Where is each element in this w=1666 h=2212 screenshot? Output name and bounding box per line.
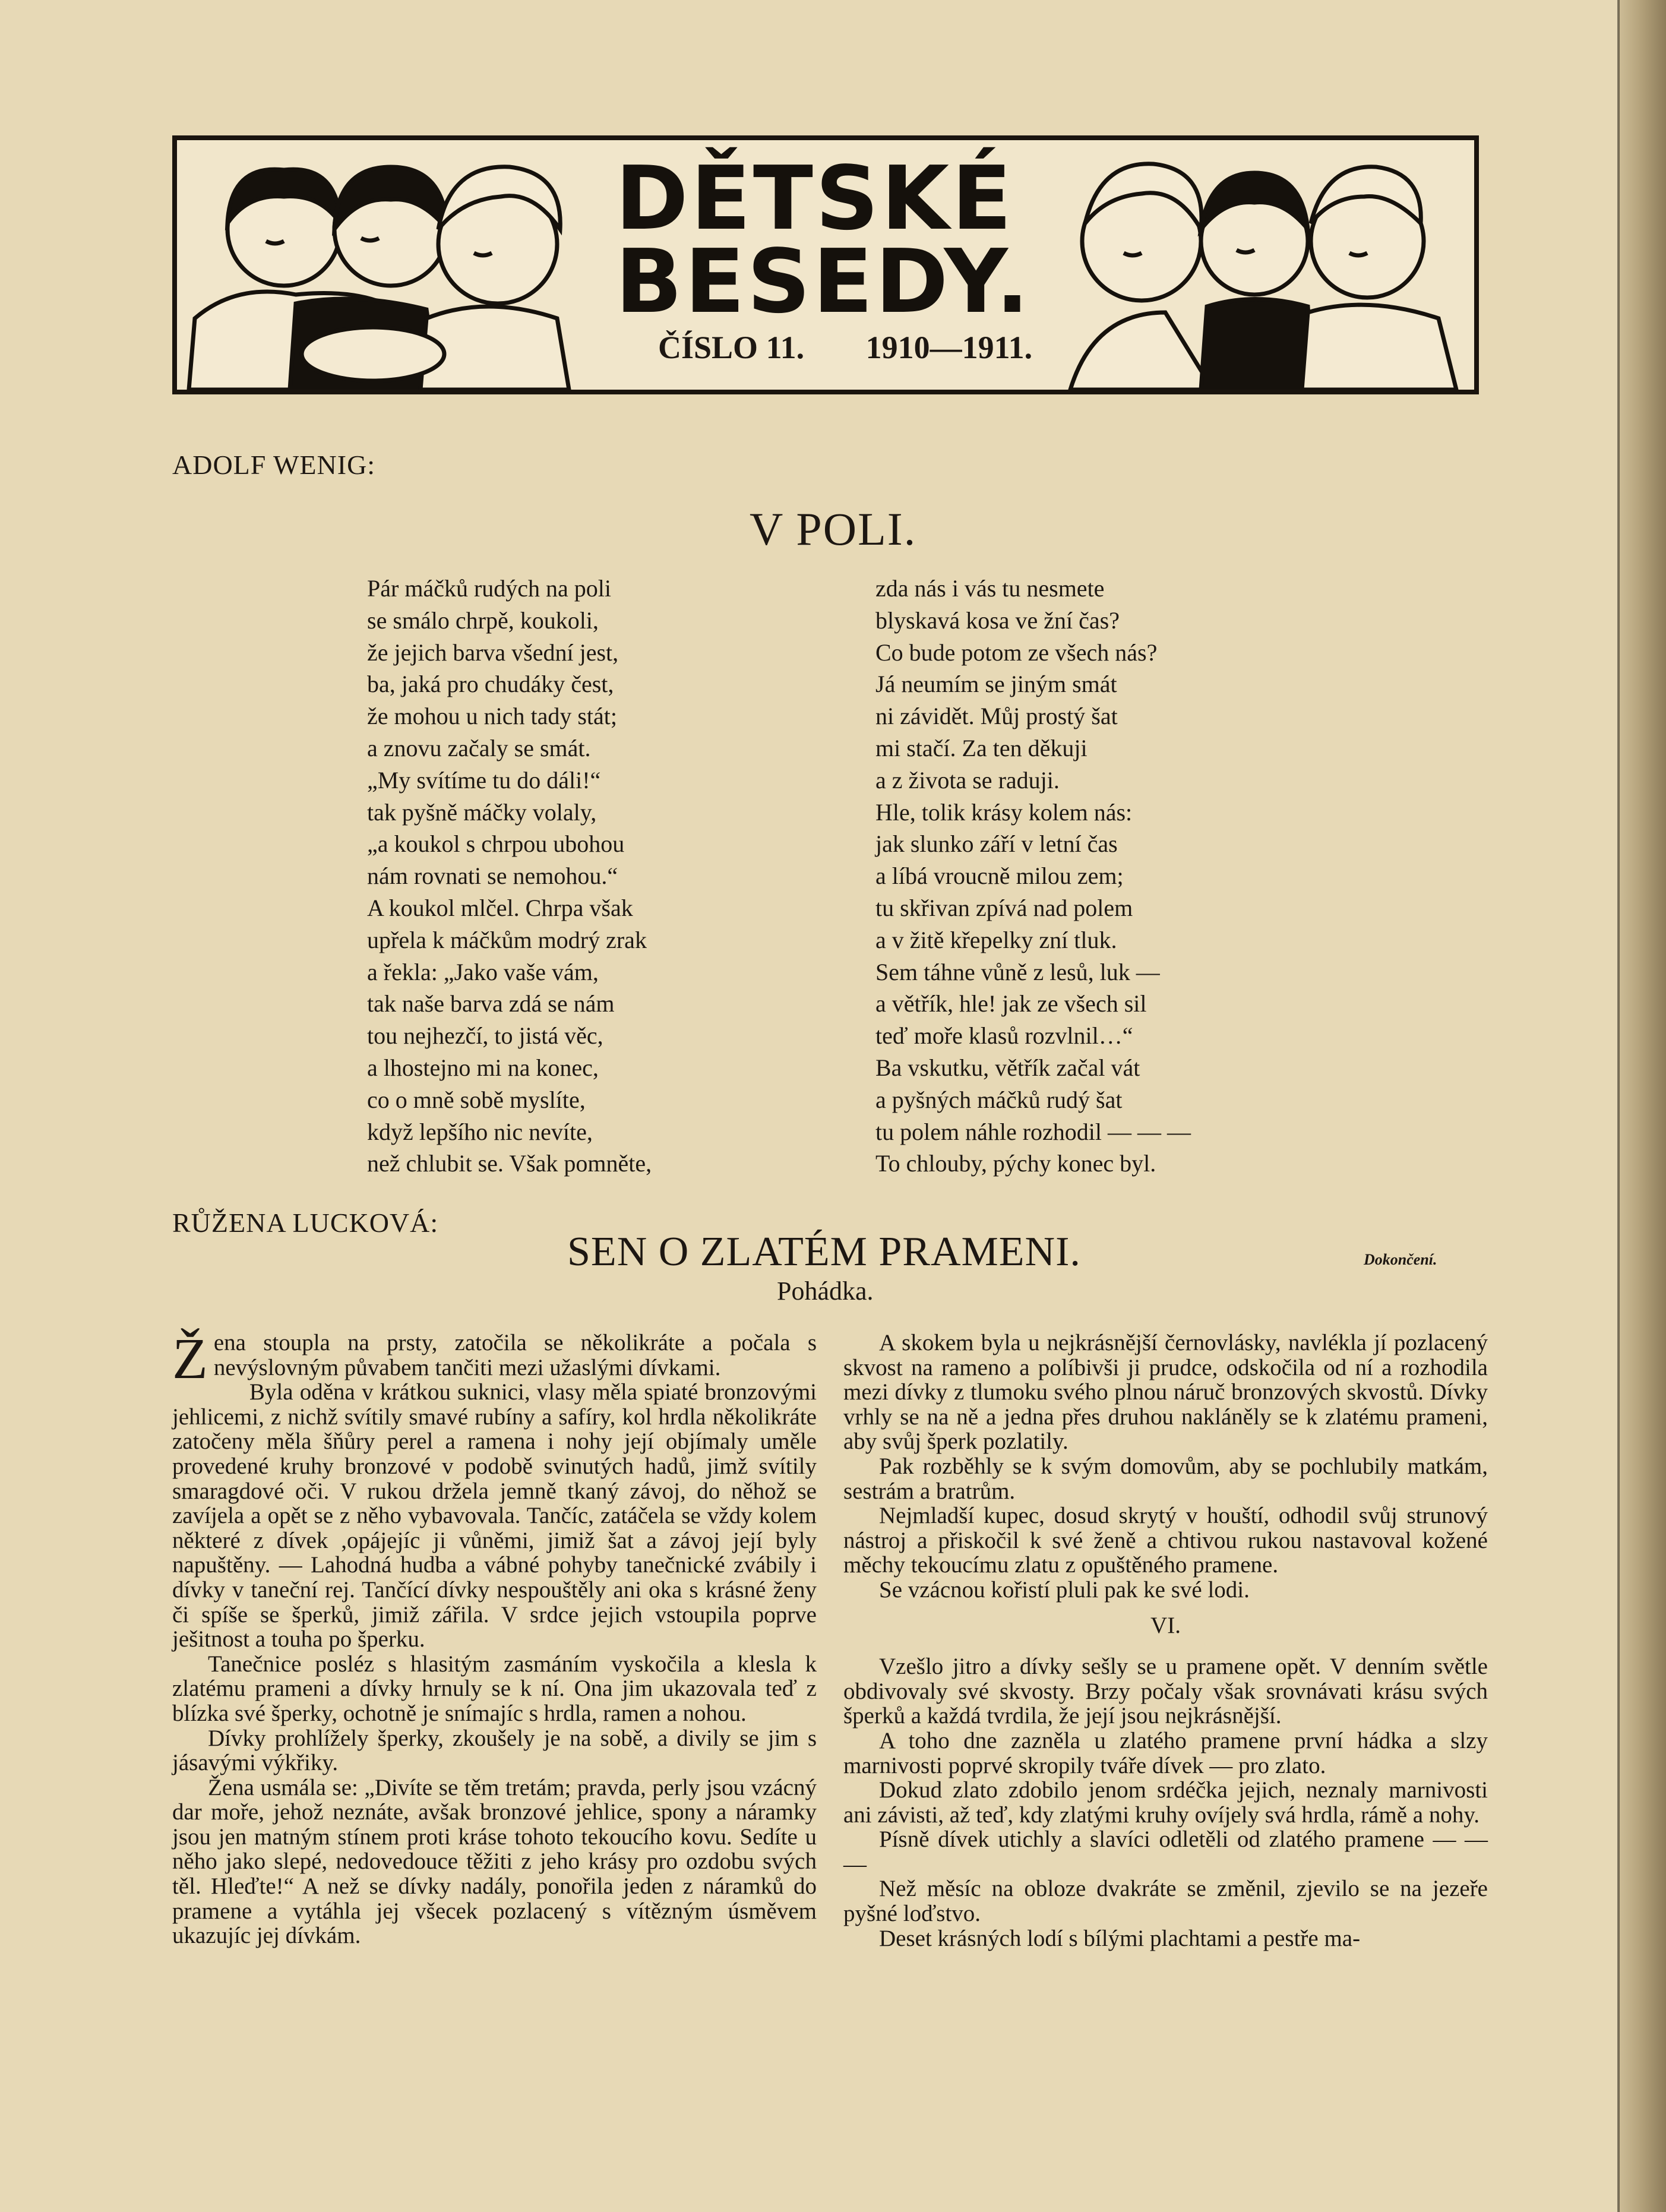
story-author: RŮŽENA LUCKOVÁ: [172,1208,439,1238]
paragraph [172,1726,817,1775]
paragraph [843,1331,1488,1454]
paragraph-text: Tanečnice posléz s hlasitým zasmáním vyskočila a klesla k zlatému prameni a dívky hrnuly se k ní. Ona jim ukazovala teď z blízka své šperky, ochotně je snímajíc s hrdla, ramen a nohou. [172,1651,817,1726]
poem-line: „My svítíme tu do dáli!“ [367,766,601,794]
paragraph [843,1926,1488,1951]
poem-line: ni závidět. Můj prostý šat [875,703,1118,730]
poem-line: Co bude potom ze všech nás? [875,639,1158,666]
paragraph-text: Než měsíc na obloze dvakráte se změnil, zjevilo se na jezeře pyšné loďstvo. [843,1876,1488,1927]
poem-line: To chlouby, pýchy konec byl. [875,1150,1156,1177]
issue-number: ČÍSLO 11. [658,330,805,365]
paragraph-text: Deset krásných lodí s bílými plachtami a pestře ma- [879,1925,1361,1951]
poem-right-column [875,573,1191,1180]
poem-line: Hle, tolik krásy kolem nás: [875,798,1133,826]
poem-line: a řekla: „Jako vaše vám, [367,958,599,985]
children-illustration-right [1058,140,1474,390]
page-edge [1618,0,1666,2212]
drop-cap: Ž [172,1327,208,1391]
poem-line: a v žitě křepelky zní tluk. [875,926,1117,953]
story-title: SEN O ZLATÉM PRAMENI. [567,1229,1081,1275]
paragraph-text: Pak rozběhly se k svým domovům, aby se pochlubily matkám, sestrám a bratrům. [843,1453,1488,1504]
poem-line: ba, jaká pro chudáky čest, [367,671,614,698]
paragraph [172,1380,817,1652]
issue-years: 1910—1911. [865,330,1033,365]
poem-line: Ba vskutku, větřík začal vát [875,1054,1140,1081]
poem-title: V POLI. [750,503,917,555]
story-left-column [172,1327,817,1949]
poem-line: že jejich barva všední jest, [367,639,619,666]
paragraph [843,1728,1488,1778]
poem-line: jak slunko září v letní čas [875,830,1118,858]
poem-line: blyskavá kosa ve žní čas? [875,606,1120,634]
poem-line: tak pyšně máčky volaly, [367,798,597,826]
children-illustration-left [177,140,605,390]
poem-line: co o mně sobě myslíte, [367,1086,586,1113]
poem-left-column [367,573,652,1180]
story-right-column [843,1331,1488,1951]
paragraph [843,1578,1488,1603]
poem-line: mi stačí. Za ten děkuji [875,734,1088,761]
poem-line: upřela k máčkům modrý zrak [367,926,647,953]
poem-line: tou nejhezčí, to jistá věc, [367,1022,603,1050]
poem-line: a pyšných máčků rudý šat [875,1086,1123,1113]
page-fold-line [1617,0,1620,2212]
continuation-note: Dokončení. [1364,1251,1437,1268]
paragraph-text: A toho dne zazněla u zlatého pramene první hádka a slzy marnivosti poprvé skropily tváře dívek — pro zlato. [843,1727,1488,1778]
poem-line: že mohou u nich tady stát; [367,703,618,730]
poem-author: ADOLF WENIG: [172,450,376,480]
paragraph-text: Písně dívek utichly a slavíci odletěli od zlatého pramene — — — [843,1827,1488,1877]
section-heading: VI. [1150,1612,1181,1638]
paragraph-text: Žena usmála se: „Divíte se těm tretám; pravda, perly jsou vzácný dar moře, jehož neznáte, avšak bronzové jehlice, spony a náramky jsou jen matným stínem proti kráse tohoto tekoucího kovu. Sedíte u něho jako slepé, nedovedouce těžiti z jeho krásy pro ozdobu svých těl. Hleďte!“ A než se dívky nadály, ponořila jeden z náramků do pramene a vytáhla jej všecek pozlacený s vítězným úsměvem ukazujíc jej dívkám. [172,1774,817,1949]
poem-line: a větřík, hle! jak ze všech sil [875,990,1147,1017]
masthead-title-line1: DĚTSKÉ [615,147,1014,249]
poem-line: teď moře klasů rozvlnil…“ [875,1022,1133,1050]
poem-line: a líbá vroucně milou zem; [875,862,1124,890]
paragraph [843,1454,1488,1503]
paragraph [172,1775,817,1948]
paragraph-text: Dokud zlato zdobilo jenom srdéčka jejich, neznaly marnivosti ani závisti, až teď, kdy zlatými kruhy ovíjely svá hrdla, rámě a nohy. [843,1777,1488,1828]
poem-line: A koukol mlčel. Chrpa však [367,894,633,921]
poem-line: a lhostejno mi na konec, [367,1054,599,1081]
poem-line: a znovu začaly se smát. [367,734,591,761]
poem-line: Sem táhne vůně z lesů, luk — [875,958,1160,985]
paragraph [843,1778,1488,1827]
paragraph-text: Se vzácnou kořistí pluli pak ke své lodi. [879,1576,1250,1603]
story-subtitle: Pohádka. [777,1276,874,1306]
paragraph [843,1827,1488,1876]
poem-line: Já neumím se jiným smát [875,671,1117,698]
paragraph-text: A skokem byla u nejkrásnější černovlásky, navlékla jí pozlacený skvost na rameno a políbivši ji prudce, odskočila od ní a rozhodila mezi dívky z tlumoku svého plnou náruč bronzových skvostů. Dívky vrhly se na ně a jedna přes druhou nakláněly se k zlatému prameni, aby svůj šperk pozlatily. [843,1330,1488,1455]
paragraph-text: Vzešlo jitro a dívky sešly se u pramene opět. V denním světle obdivovaly své skvosty. Brzy počaly však srovnávati krásu svých šperků a každá tvrdila, že její jsou nejkrásnější. [843,1654,1488,1729]
poem-line: zda nás i vás tu nesmete [875,575,1105,602]
masthead-title [615,147,1032,333]
paragraph [843,1503,1488,1578]
paragraph [843,1654,1488,1728]
masthead-title-line2: BESEDY. [615,230,1032,333]
masthead [172,135,1479,394]
paragraph-text: Dívky prohlížely šperky, zkoušely je na sobě, a divily se jim s jásavými výkřiky. [172,1725,817,1776]
poem-line: Pár máčků rudých na poli [367,575,611,602]
poem-line: tu polem náhle rozhodil — — — [875,1118,1191,1145]
paragraph-text: ena stoupla na prsty, zatočila se několikráte a počala s nevýslovným půvabem tančiti mezi užaslými dívkami. [213,1330,817,1380]
poem-line: tu skřivan zpívá nad polem [875,894,1133,921]
paragraph [172,1652,817,1726]
poem-line: než chlubit se. Však pomněte, [367,1150,652,1177]
paragraph-text: Nejmladší kupec, dosud skrytý v houští, odhodil svůj strunový nástroj a přiskočil k své ženě a chtivou rukou nastavoval kožené měchy tekoucímu zlatu z opuštěného pramene. [843,1503,1488,1578]
paragraph [843,1876,1488,1926]
poem-line: a z života se raduji. [875,766,1060,794]
poem-line: když lepšího nic nevíte, [367,1118,593,1145]
poem-line: se smálo chrpě, koukoli, [367,606,599,634]
masthead-issue-line [658,329,1032,366]
poem-line: nám rovnati se nemohou.“ [367,862,618,890]
poem-line: „a koukol s chrpou ubohou [367,830,625,858]
poem-line: tak naše barva zdá se nám [367,990,615,1017]
paragraph [172,1327,817,1391]
paragraph-text: Byla oděna v krátkou suknici, vlasy měla spiaté bronzovými jehlicemi, z nichž svítily smavé rubíny a safíry, kol hrdla několikráte zatočeny měla šňůry perel a ramena i nohy její objímaly uměle provedené kruhy bronzové v podobě svinutých hadů, jimž svítily smaragdové oči. V rukou držela jemně tkaný závoj, do něhož se zavíjela a opět se z něho vybavovala. Tančíc, zatáčela se vždy kolem některé z dívek ,opájejíc ji vůněmi, jimiž šat a závoj její byly napuštěny. — Lahodná hudba a vábné pohyby tanečnické zvábily i dívky v taneční rej. Tančící dívky nespouštěly ani oka s krásné ženy či spíše se šperků, jimiž zářila. V srdce jejich vstoupila poprve ješitnost a touha po šperku. [172,1379,817,1652]
